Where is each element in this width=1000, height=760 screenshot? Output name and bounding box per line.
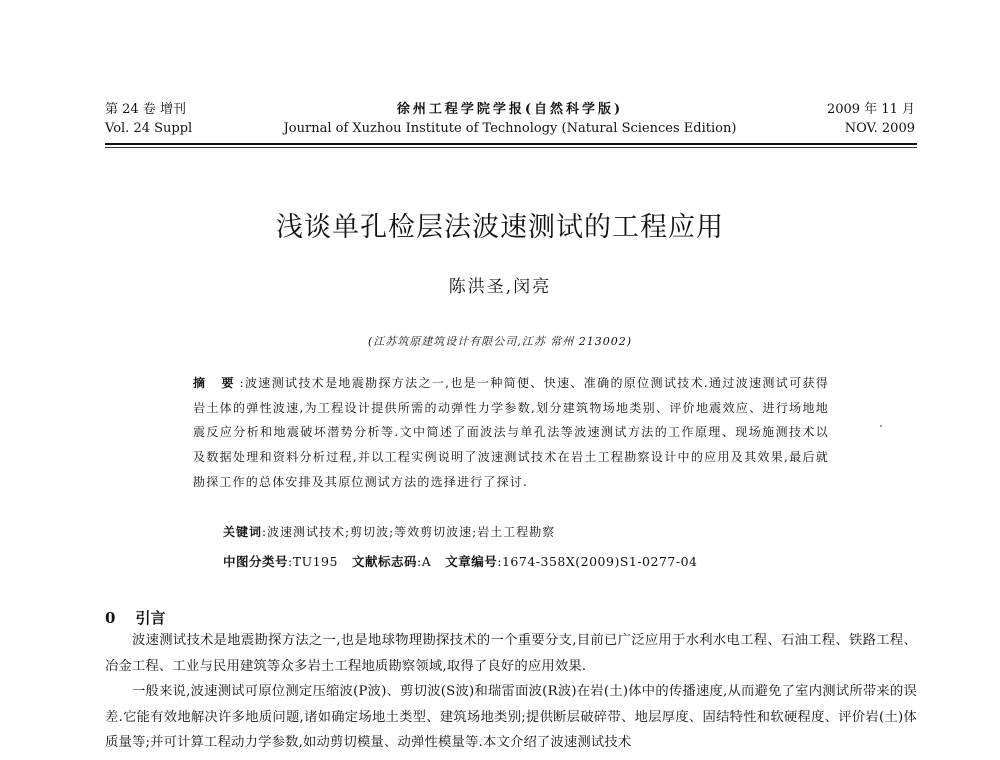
volume-cn: 第 24 卷 增刊 <box>105 102 186 117</box>
date-en: NOV. 2009 <box>844 121 915 136</box>
paragraph: 一般来说,波速测试可原位测定压缩波(P波)、剪切波(S波)和瑞雷面波(R波)在岩(土)体中的传播速度,从而避免了室内测试所带来的误差.它能有效地解决许多地质问题,诸如确定场地土类型、建筑场地类别;提供断层破碎带、地层厚度、固结特性和软硬程度、评价岩(土)体质量等;并可计算工程动力学参数,如动剪切模量、动弹性模量等.本文介绍了波速测试技术 <box>105 684 917 750</box>
authors: 陈洪圣,闵亮 <box>448 277 552 297</box>
journal-title-cn: 徐州工程学院学报(自然科学版) <box>396 102 624 117</box>
doc-code-label: 文献标志码 <box>351 554 417 569</box>
keywords-text: :波速测试技术;剪切波;等效剪切波速;岩土工程勘察 <box>262 525 556 539</box>
keywords <box>223 523 555 540</box>
article-no-label: 文章编号 <box>445 554 498 569</box>
running-header <box>105 100 915 140</box>
section-title: 引言 <box>135 609 166 627</box>
abstract-text: :波速测试技术是地震勘探方法之一,也是一种简便、快速、准确的原位测试技术.通过波速测试可获得岩土体的弹性波速,为工程设计提供所需的动弹性力学参数,划分建筑物场地类别、评价地震效应、进行场地地震反应分析和地震破坏潜势分析等.文中简述了面波法与单孔法等波速测试方法的工作原理、现场施测技术以及数据处理和资料分析过程,并以工程实例说明了波速测试技术在岩土工程勘察设计中的应用及其效果,最后就勘探工作的总体安排及其原位测试方法的选择进行了探讨. <box>193 376 829 489</box>
scan-speck <box>880 425 882 427</box>
affiliation: (江苏筑原建筑设计有限公司,江苏 常州 213002) <box>367 335 633 348</box>
date-cn: 2009 年 11 月 <box>826 102 915 117</box>
header-rule-thick <box>105 143 917 145</box>
paper-title: 浅谈单孔检层法波速测试的工程应用 <box>276 212 724 243</box>
body-text <box>105 628 917 756</box>
doc-code-value: :A <box>416 554 432 569</box>
paragraph: 波速测试技术是地震勘探方法之一,也是地球物理勘探技术的一个重要分支,目前已广泛应用于水利水电工程、石油工程、铁路工程、冶金工程、工业与民用建筑等众多岩土工程地质勘察领域,取得了良好的应用效果. <box>105 633 917 674</box>
abstract-label: 摘 要 <box>193 376 240 390</box>
clc-label: 中图分类号 <box>223 554 289 569</box>
header-rule-thin <box>105 147 917 148</box>
journal-info <box>105 100 915 138</box>
section-number: 0 <box>105 609 116 627</box>
section-heading <box>105 607 165 628</box>
date-info <box>827 100 915 138</box>
keywords-label: 关键词 <box>223 525 263 539</box>
volume-en: Vol. 24 Suppl <box>105 121 193 136</box>
journal-title-en: Journal of Xuzhou Institute of Technology (Natural Sciences Edition) <box>283 121 737 136</box>
classification-line <box>223 552 698 570</box>
abstract <box>193 371 829 495</box>
article-no-value: :1674-358X(2009)S1-0277-04 <box>497 554 698 569</box>
clc-value: :TU195 <box>288 554 338 569</box>
